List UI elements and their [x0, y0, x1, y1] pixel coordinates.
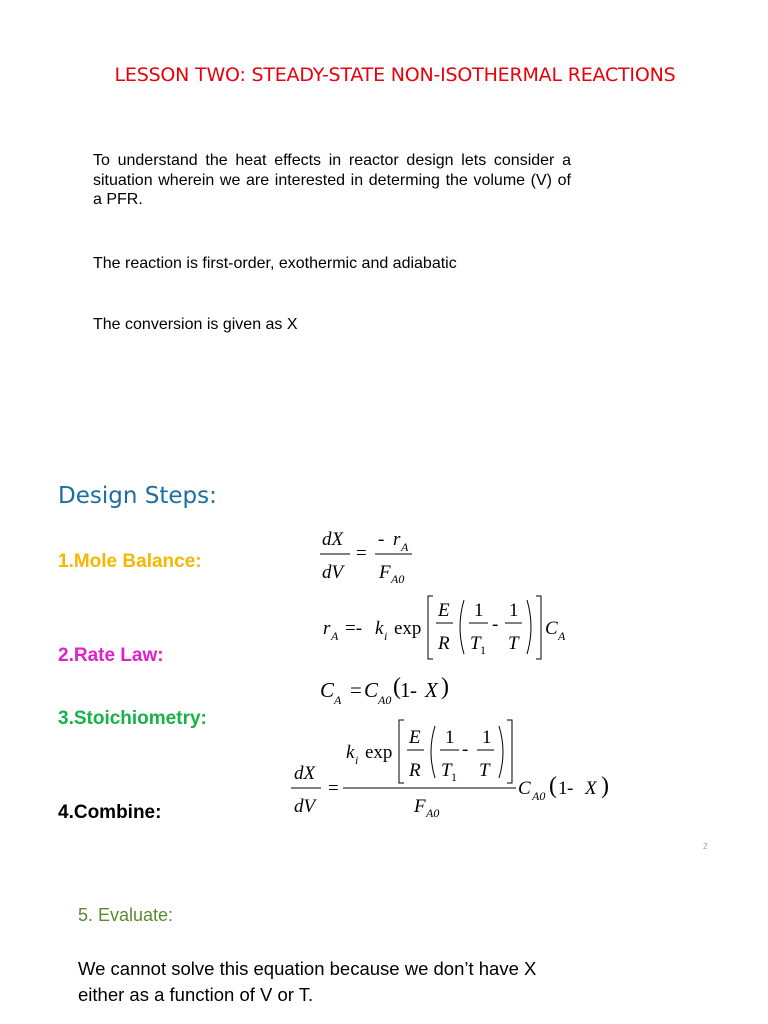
- svg-text:A: A: [401, 540, 409, 554]
- svg-text:X: X: [425, 678, 438, 702]
- rate-law-equation: [323, 596, 566, 659]
- conclusion-text: We cannot solve this equation because we don’t have X either as a function of V or T.: [78, 958, 537, 1005]
- svg-text:A: A: [558, 629, 566, 643]
- svg-text:1: 1: [451, 770, 457, 784]
- step-stoichiometry: 3.Stoichiometry:: [58, 708, 207, 729]
- svg-text:T: T: [441, 760, 452, 781]
- svg-text:F: F: [379, 562, 391, 583]
- svg-text:E: E: [438, 600, 450, 621]
- step-mole-balance: 1.Mole Balance:: [58, 551, 202, 572]
- svg-text:exp: exp: [365, 742, 393, 763]
- svg-text:A: A: [331, 629, 339, 643]
- svg-text:=: =: [328, 778, 339, 799]
- svg-text:E: E: [409, 727, 421, 748]
- combined-equation: [291, 720, 609, 820]
- svg-text:1: 1: [482, 727, 492, 748]
- svg-text:T: T: [508, 633, 519, 654]
- svg-text:): ): [601, 773, 609, 799]
- svg-text:dX: dX: [294, 763, 316, 784]
- svg-text:-: -: [492, 614, 499, 635]
- svg-text:1: 1: [474, 600, 484, 621]
- svg-text:=-: =-: [345, 618, 363, 639]
- svg-text:-: -: [567, 778, 574, 799]
- svg-text:-: -: [410, 678, 417, 702]
- svg-text:(: (: [393, 674, 401, 700]
- svg-text:1: 1: [445, 727, 455, 748]
- svg-text:1: 1: [480, 643, 486, 657]
- svg-text:-: -: [462, 739, 469, 760]
- svg-text:dV: dV: [294, 796, 316, 817]
- svg-text:exp: exp: [394, 618, 422, 639]
- stoichiometry-equation: [320, 674, 449, 707]
- svg-text:r: r: [323, 618, 331, 639]
- step-evaluate: 5. Evaluate:: [78, 905, 174, 925]
- conversion-statement: The conversion is given as X: [93, 316, 298, 333]
- svg-text:X: X: [585, 778, 597, 799]
- svg-text:(: (: [549, 773, 557, 799]
- svg-text:T: T: [470, 633, 481, 654]
- svg-text:C: C: [545, 618, 558, 639]
- design-steps-heading: Design Steps:: [58, 483, 217, 509]
- svg-text:F: F: [414, 796, 426, 817]
- svg-text:C: C: [320, 678, 335, 702]
- svg-text:T: T: [479, 760, 490, 781]
- svg-text:A: A: [334, 693, 342, 707]
- svg-text:r: r: [393, 529, 401, 550]
- svg-text:=: =: [356, 543, 367, 564]
- svg-text:i: i: [384, 629, 388, 643]
- page-title: LESSON TWO: STEADY-STATE NON-ISOTHERMAL REACTIONS: [114, 64, 676, 86]
- svg-text:1: 1: [558, 778, 568, 799]
- svg-text:k: k: [346, 742, 355, 763]
- svg-text:C: C: [364, 678, 379, 702]
- page-number: 2: [703, 842, 708, 851]
- svg-text:A0: A0: [378, 693, 392, 707]
- step-rate-law: 2.Rate Law:: [58, 645, 164, 666]
- svg-text:A0: A0: [391, 572, 405, 586]
- svg-text:1: 1: [400, 678, 411, 702]
- svg-text:C: C: [518, 778, 531, 799]
- svg-text:A0: A0: [426, 806, 440, 820]
- svg-text:-: -: [378, 529, 385, 550]
- svg-text:dV: dV: [322, 562, 344, 583]
- intro-paragraph: To understand the heat effects in reactor design lets consider a situation wherein we are interested in determing the volume (V) of a PFR.: [93, 152, 571, 208]
- svg-text:): ): [441, 674, 449, 700]
- svg-text:i: i: [355, 753, 359, 767]
- svg-text:1: 1: [509, 600, 519, 621]
- step-combine: 4.Combine:: [58, 802, 162, 823]
- svg-text:R: R: [409, 760, 421, 781]
- svg-text:k: k: [375, 618, 384, 639]
- svg-text:R: R: [438, 633, 450, 654]
- reaction-description: The reaction is first-order, exothermic and adiabatic: [93, 255, 457, 272]
- svg-text:dX: dX: [322, 529, 344, 550]
- svg-text:=: =: [350, 678, 362, 702]
- svg-text:A0: A0: [532, 789, 546, 803]
- mole-balance-equation: [320, 529, 412, 586]
